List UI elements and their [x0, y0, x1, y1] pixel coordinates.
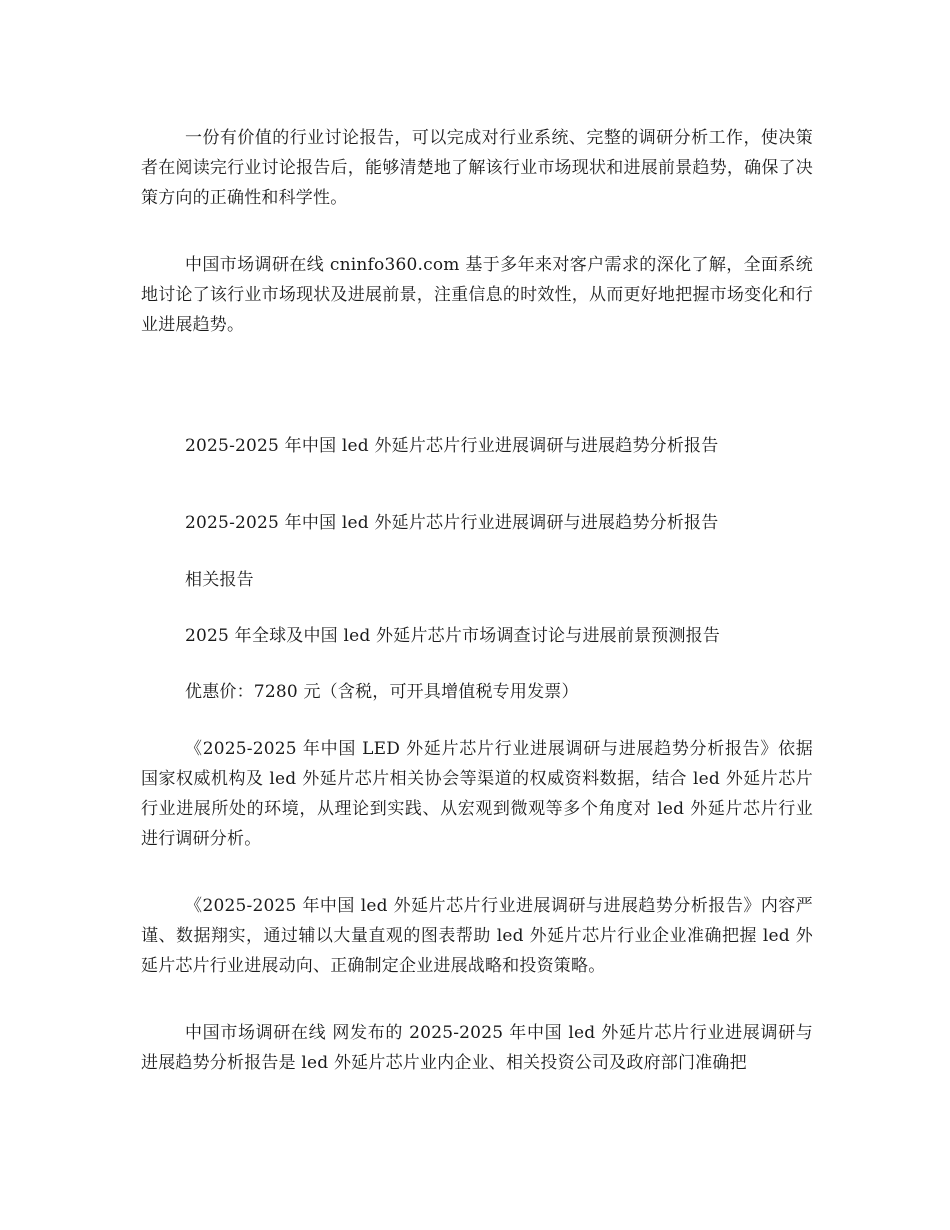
report-title: 2025-2025 年中国 led 外延片芯片行业进展调研与进展趋势分析报告: [185, 436, 719, 456]
source-paragraph: 中国市场调研在线 cninfo360.com 基于多年来对客户需求的深化了解，全面系统地讨论了该行业市场现状及进展前景，注重信息的时效性，从而更好地把握市场变化和行业进展趋势。: [141, 255, 813, 335]
related-reports-heading: 相关报告: [185, 570, 254, 590]
report-title-repeat: 2025-2025 年中国 led 外延片芯片行业进展调研与进展趋势分析报告: [185, 513, 719, 533]
price-line: 优惠价：7280 元（含税，可开具增值税专用发票）: [185, 682, 579, 702]
related-report-title: 2025 年全球及中国 led 外延片芯片市场调查讨论与进展前景预测报告: [185, 626, 721, 646]
report-content-paragraph: 《2025-2025 年中国 led 外延片芯片行业进展调研与进展趋势分析报告》内容严谨、数据翔实，通过辅以大量直观的图表帮助 led 外延片芯片行业企业准确把握 led 外延片芯片行业进展动向、正确制定企业进展战略和投资策略。: [141, 896, 813, 976]
report-publisher-paragraph: 中国市场调研在线 网发布的 2025-2025 年中国 led 外延片芯片行业进展调研与进展趋势分析报告是 led 外延片芯片业内企业、相关投资公司及政府部门准确把: [141, 1023, 813, 1073]
report-description-paragraph: 《2025-2025 年中国 LED 外延片芯片行业进展调研与进展趋势分析报告》依据国家权威机构及 led 外延片芯片相关协会等渠道的权威资料数据，结合 led 外延片芯片行业进展所处的环境，从理论到实践、从宏观到微观等多个角度对 led 外延片芯片行业进行调研分析。: [141, 739, 813, 849]
intro-paragraph: 一份有价值的行业讨论报告，可以完成对行业系统、完整的调研分析工作，使决策者在阅读完行业讨论报告后，能够清楚地了解该行业市场现状和进展前景趋势，确保了决策方向的正确性和科学性。: [141, 128, 813, 208]
